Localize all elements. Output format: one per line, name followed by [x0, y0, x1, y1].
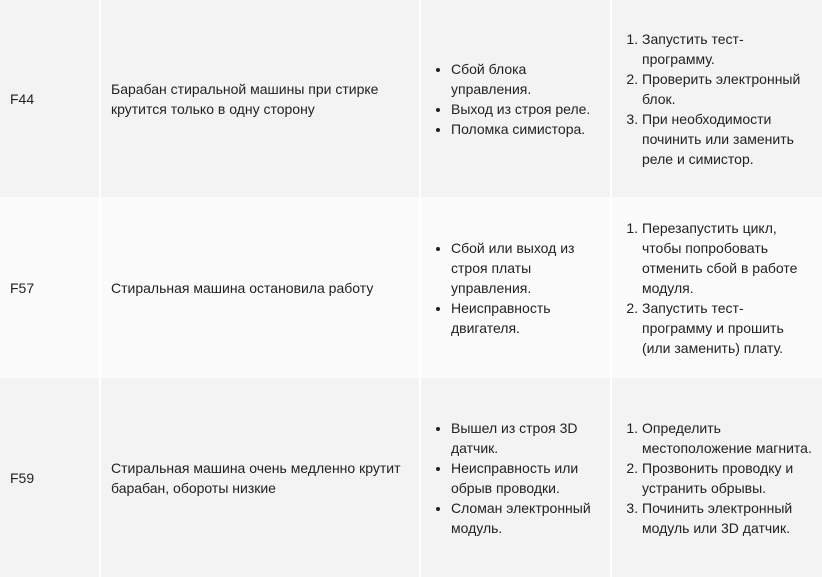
error-code: F59: [0, 378, 100, 577]
fix-steps: [611, 378, 822, 577]
cause-item: • Выход из строя реле.: [451, 99, 600, 119]
step-item: 2. Прозвонить проводку и устранить обрывы.: [642, 458, 812, 498]
steps-list: [622, 218, 812, 358]
cause-item: • Сбой блока управления.: [451, 59, 600, 99]
fix-steps: [611, 197, 822, 378]
step-item: 3. При необходимости починить или заменить реле и симистор.: [642, 109, 812, 169]
cause-item: • Поломка симистора.: [451, 119, 600, 139]
cause-item: • Сбой или выход из строя платы управления.: [451, 238, 600, 298]
step-item: 1. Перезапустить цикл, чтобы попробовать отменить сбой в работе модуля.: [642, 218, 812, 298]
error-causes: [420, 378, 611, 577]
steps-list: [622, 29, 812, 169]
causes-list: [431, 418, 600, 538]
fix-steps: [611, 0, 822, 197]
step-item: 1. Определить местоположение магнита.: [642, 418, 812, 458]
table-row: [0, 378, 822, 577]
table-row: [0, 197, 822, 378]
causes-list: [431, 59, 600, 139]
error-description: Стиральная машина очень медленно крутит барабан, обороты низкие: [100, 378, 420, 577]
step-item: 3. Починить электронный модуль или 3D датчик.: [642, 498, 812, 538]
table-row: [0, 0, 822, 197]
cause-item: • Сломан электронный модуль.: [451, 498, 600, 538]
cause-item: • Неисправность двигателя.: [451, 298, 600, 338]
cause-item: • Вышел из строя 3D датчик.: [451, 418, 600, 458]
step-item: 2. Запустить тест-программу и прошить (или заменить) плату.: [642, 298, 812, 358]
step-item: 1. Запустить тест-программу.: [642, 29, 812, 69]
error-causes: [420, 197, 611, 378]
cause-item: • Неисправность или обрыв проводки.: [451, 458, 600, 498]
error-code: F57: [0, 197, 100, 378]
error-description: Стиральная машина остановила работу: [100, 197, 420, 378]
error-description: Барабан стиральной машины при стирке крутится только в одну сторону: [100, 0, 420, 197]
error-code: F44: [0, 0, 100, 197]
causes-list: [431, 238, 600, 338]
steps-list: [622, 418, 812, 538]
step-item: 2. Проверить электронный блок.: [642, 69, 812, 109]
error-causes: [420, 0, 611, 197]
